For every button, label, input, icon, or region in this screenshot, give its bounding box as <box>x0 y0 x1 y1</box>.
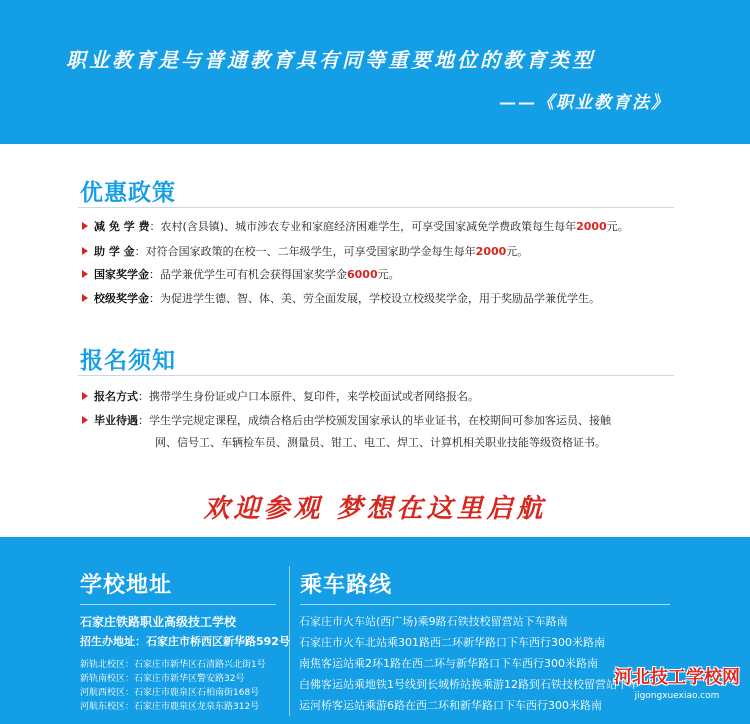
campus-address: 河航西校区：石家庄市鹿泉区石柏南街168号 <box>80 688 260 698</box>
motto-source: ——《职业教育法》 <box>499 93 670 113</box>
bullet-triangle-icon <box>82 416 88 424</box>
school-name: 石家庄铁路职业高级技工学校 <box>80 615 237 629</box>
graduation-continuation: 网、信号工、车辆检车员、测量员、钳工、电工、焊工、计算机相关职业技能等级资格证书。 <box>155 436 606 449</box>
route-item: 石家庄市火车北站乘301路西二环新华路口下车西行300米路南 <box>299 636 605 649</box>
main-address: 招生办地址：石家庄市桥西区新华路592号 <box>80 635 290 648</box>
routes-divider <box>300 604 670 605</box>
policy-item-tuition: 减 免 学 费：农村(含县镇)、城市涉农专业和家庭经济困难学生，可享受国家减免学费政策每生每年2000元。 <box>82 216 692 238</box>
route-item: 白佛客运站乘地铁1号线到长城桥站换乘游12路到石铁技校留营站下车 <box>299 678 639 691</box>
watermark-url: jigongxuexiao.com <box>634 691 720 701</box>
policy-divider <box>78 207 674 208</box>
enroll-item-graduation: 毕业待遇：学生学完规定课程，成绩合格后由学校颁发国家承认的毕业证书，在校期间可参加客运员、接触 网、信号工、车辆检车员、测量员、钳工、电工、焊工、计算机相关职业技能等级资格证书。 <box>82 410 692 454</box>
address-title: 学校地址 <box>80 573 173 598</box>
policy-title: 优惠政策 <box>80 180 176 206</box>
enroll-title: 报名须知 <box>80 348 176 374</box>
address-divider <box>80 604 276 605</box>
routes-title: 乘车路线 <box>300 573 393 598</box>
bullet-triangle-icon <box>82 270 88 278</box>
site-watermark <box>614 667 740 703</box>
campus-address: 新轨南校区：石家庄市新华区警安路32号 <box>80 674 245 684</box>
policy-item-school-scholarship: 校级奖学金：为促进学生德、智、体、美、劳全面发展，学校设立校级奖学金，用于奖励品学兼优学生。 <box>82 288 692 310</box>
motto-text: 职业教育是与普通教育具有同等重要地位的教育类型 <box>66 48 595 72</box>
bullet-triangle-icon <box>82 392 88 400</box>
bullet-triangle-icon <box>82 294 88 302</box>
bullet-triangle-icon <box>82 247 88 255</box>
watermark-text: 河北技工学校网 <box>614 667 740 688</box>
route-item: 运河桥客运站乘游6路在西二环和新华路口下车西行300米路南 <box>299 699 602 712</box>
route-item: 石家庄市火车站(西广场)乘9路石铁技校留营站下车路南 <box>299 615 568 628</box>
campus-address: 新轨北校区：石家庄市新华区石清路兴北街1号 <box>80 660 266 670</box>
policy-item-national-scholarship: 国家奖学金：品学兼优学生可有机会获得国家奖学金6000元。 <box>82 264 692 286</box>
bullet-triangle-icon <box>82 222 88 230</box>
route-item: 南焦客运站乘2环1路在西二环与新华路口下车西行300米路南 <box>299 657 598 670</box>
enroll-item-method: 报名方式：携带学生身份证或户口本原件、复印件，来学校面试或者网络报名。 <box>82 386 692 408</box>
welcome-slogan: 欢迎参观 梦想在这里启航 <box>203 494 547 524</box>
policy-item-grant: 助 学 金：对符合国家政策的在校一、二年级学生，可享受国家助学金每生每年2000元。 <box>82 241 692 263</box>
enroll-divider <box>78 375 674 376</box>
campus-address: 河航东校区：石家庄市鹿泉区龙泉东路312号 <box>80 702 260 712</box>
